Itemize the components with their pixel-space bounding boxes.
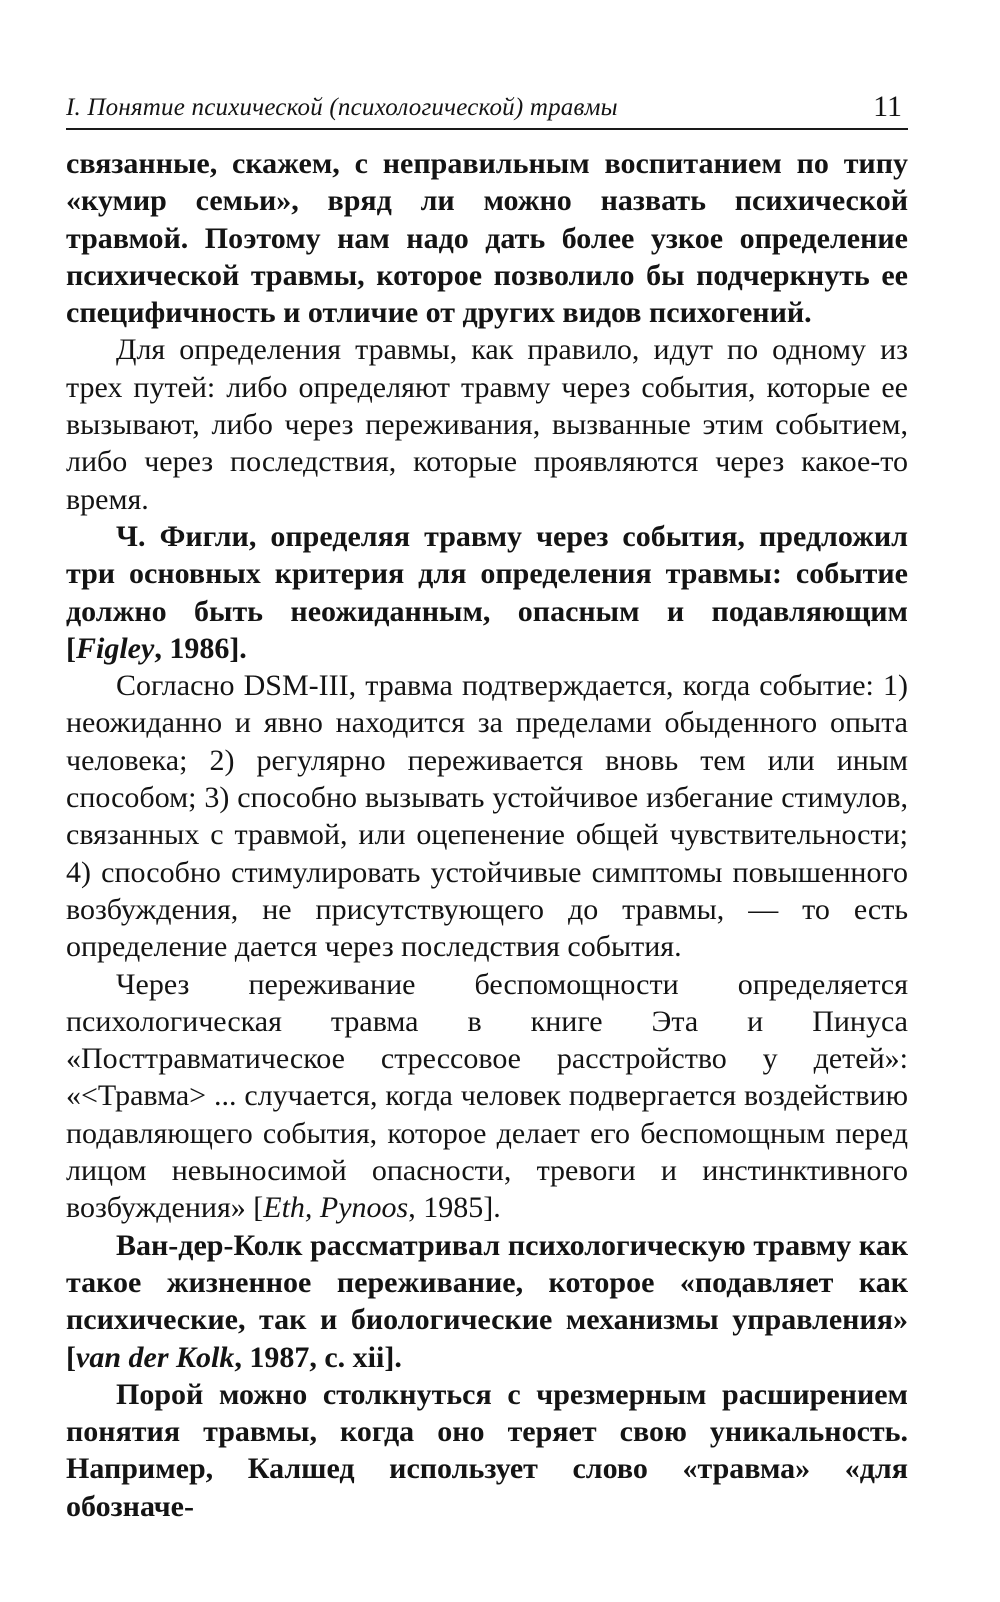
citation-author: van der Kolk — [76, 1340, 235, 1374]
paragraph-dsm-iii: Согласно DSM-III, травма подтверждается, когда событие: 1) неожиданно и явно находится за пределами обыденного опыта человека; 2) регулярно переживается вновь тем или иным способом; 3) способно вызывать устойчивое избегание стимулов, связанных с травмой, или оцепенение общей чувствительности; 4) способно стимулировать устойчивые симптомы повышенного возбуждения, не присутствующего до травмы, — то есть определение дается через последствия события. — [66, 669, 908, 964]
paragraph-text: Ч. Фигли, определяя травму через события, предложил три основных критерия для определения травмы: событие должно быть неожиданным, опасным и подавляющим [ — [66, 519, 908, 665]
paragraph-text: Через переживание беспомощности определяется психологическая травма в книге Эта и Пинуса «Посттравматическое стрессовое расстройство у детей»: «<Травма> ... случается, когда человек подвергается воздействию подавляющего события, которое делает его беспомощным перед лицом невыносимой опасности, тревоги и инстинктивного возбуждения» [ — [66, 967, 908, 1225]
paragraph-kalsched: Порой можно столкнуться с чрезмерным расширением понятия травмы, когда оно теряет свою уникальность. Например, Калшед использует слово «травма» «для обозначе- — [66, 1377, 908, 1523]
paragraph-continuation: связанные, скажем, с неправильным воспитанием по типу «кумир семьи», вряд ли можно назвать психической травмой. Поэтому нам надо дать более узкое определение психической травмы, которое позволило бы подчеркнуть ее специфичность и отличие от других видов психогений. — [66, 147, 908, 330]
paragraph-trauma-definition-paths: Для определения травмы, как правило, идут по одному из трех путей: либо определяют травму через события, которые ее вызывают, либо через переживания, вызванные этим событием, либо через последствия, которые проявляются через какое-то время. — [66, 333, 908, 516]
chapter-title: I. Понятие психической (психологической) травмы — [66, 94, 618, 121]
paragraph-figley — [66, 518, 908, 667]
paragraph-van-der-kolk — [66, 1227, 908, 1376]
citation-year: , 1987, с. xii]. — [234, 1340, 402, 1374]
citation-author: Figley — [76, 631, 155, 665]
citation-author: Eth, Pynoos — [263, 1191, 409, 1225]
running-header — [66, 82, 908, 130]
citation-year: , 1986]. — [154, 631, 247, 665]
page-number: 11 — [873, 90, 902, 123]
paragraph-eth-pynoos — [66, 966, 908, 1227]
page-body — [66, 145, 908, 1525]
citation-year: , 1985]. — [408, 1191, 501, 1225]
paragraph-text: Ван-дер-Колк рассматривал психологическую травму как такое жизненное переживание, которое «подавляет как психические, так и биологические механизмы управления» [ — [66, 1228, 908, 1374]
